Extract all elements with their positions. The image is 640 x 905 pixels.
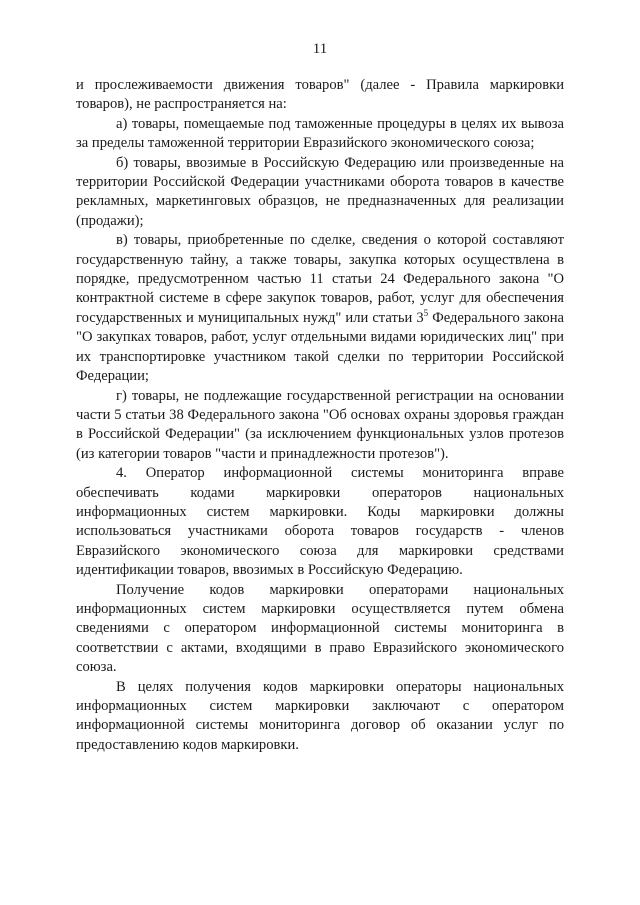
paragraph-item-v-text: в) товары, приобретенные по сделке, сведения о которой составляют государственную тайну, а также товары, закупка которых осуществлена в порядке, предусмотренном частью 11 статьи 24 Федерального закона "О контрактной системе в сфере закупок товаров, работ, услуг для обеспечения государственных и муниципальных нужд" или статьи 3 xyxy=(76,232,564,326)
paragraph-clause-4: 4. Оператор информационной системы мониторинга вправе обеспечивать кодами маркировки операторов национальных информационных систем маркировки. Коды маркировки должны использоваться участниками оборота товаров государств - членов Евразийского экономического союза для маркировки средствами идентификации товаров, ввозимых в Российскую Федерацию. xyxy=(76,465,564,579)
paragraph-contract: В целях получения кодов маркировки операторы национальных информационных систем маркировки заключают с оператором информационной системы мониторинга договор об оказании услуг по предоставлению кодов маркировки. xyxy=(76,678,564,753)
paragraph-item-g: г) товары, не подлежащие государственной регистрации на основании части 5 статьи 38 Федерального закона "Об основах охраны здоровья граждан в Российской Федерации" (за исключением функциональных узлов протезов (из категории товаров "части и принадлежности протезов"). xyxy=(76,387,564,462)
document-body xyxy=(76,76,564,755)
paragraph-continuation: и прослеживаемости движения товаров" (далее - Правила маркировки товаров), не распространяется на: xyxy=(76,77,564,113)
page-number: 11 xyxy=(312,41,328,57)
superscript-number: 5 xyxy=(423,308,429,319)
paragraph-item-v-text-end: Федерального закона "О закупках товаров, работ, услуг отдельными видами юридических лиц" при их транспортировке участником такой сделки по территории Российской Федерации; xyxy=(76,309,564,385)
paragraph-item-v xyxy=(76,231,564,386)
paragraph-item-a: а) товары, помещаемые под таможенные процедуры в целях их вывоза за пределы таможенной территории Евразийского экономического союза; xyxy=(76,115,564,152)
paragraph-codes-receipt: Получение кодов маркировки операторами национальных информационных систем маркировки осуществляется путем обмена сведениями с оператором информационной системы мониторинга в соответствии с актами, входящими в право Евразийского экономического союза. xyxy=(76,581,564,676)
paragraph-item-b: б) товары, ввозимые в Российскую Федерацию или произведенные на территории Российской Федерации участниками оборота товаров в качестве рекламных, маркетинговых образцов, не предназначенных для реализации (продажи); xyxy=(76,154,564,229)
